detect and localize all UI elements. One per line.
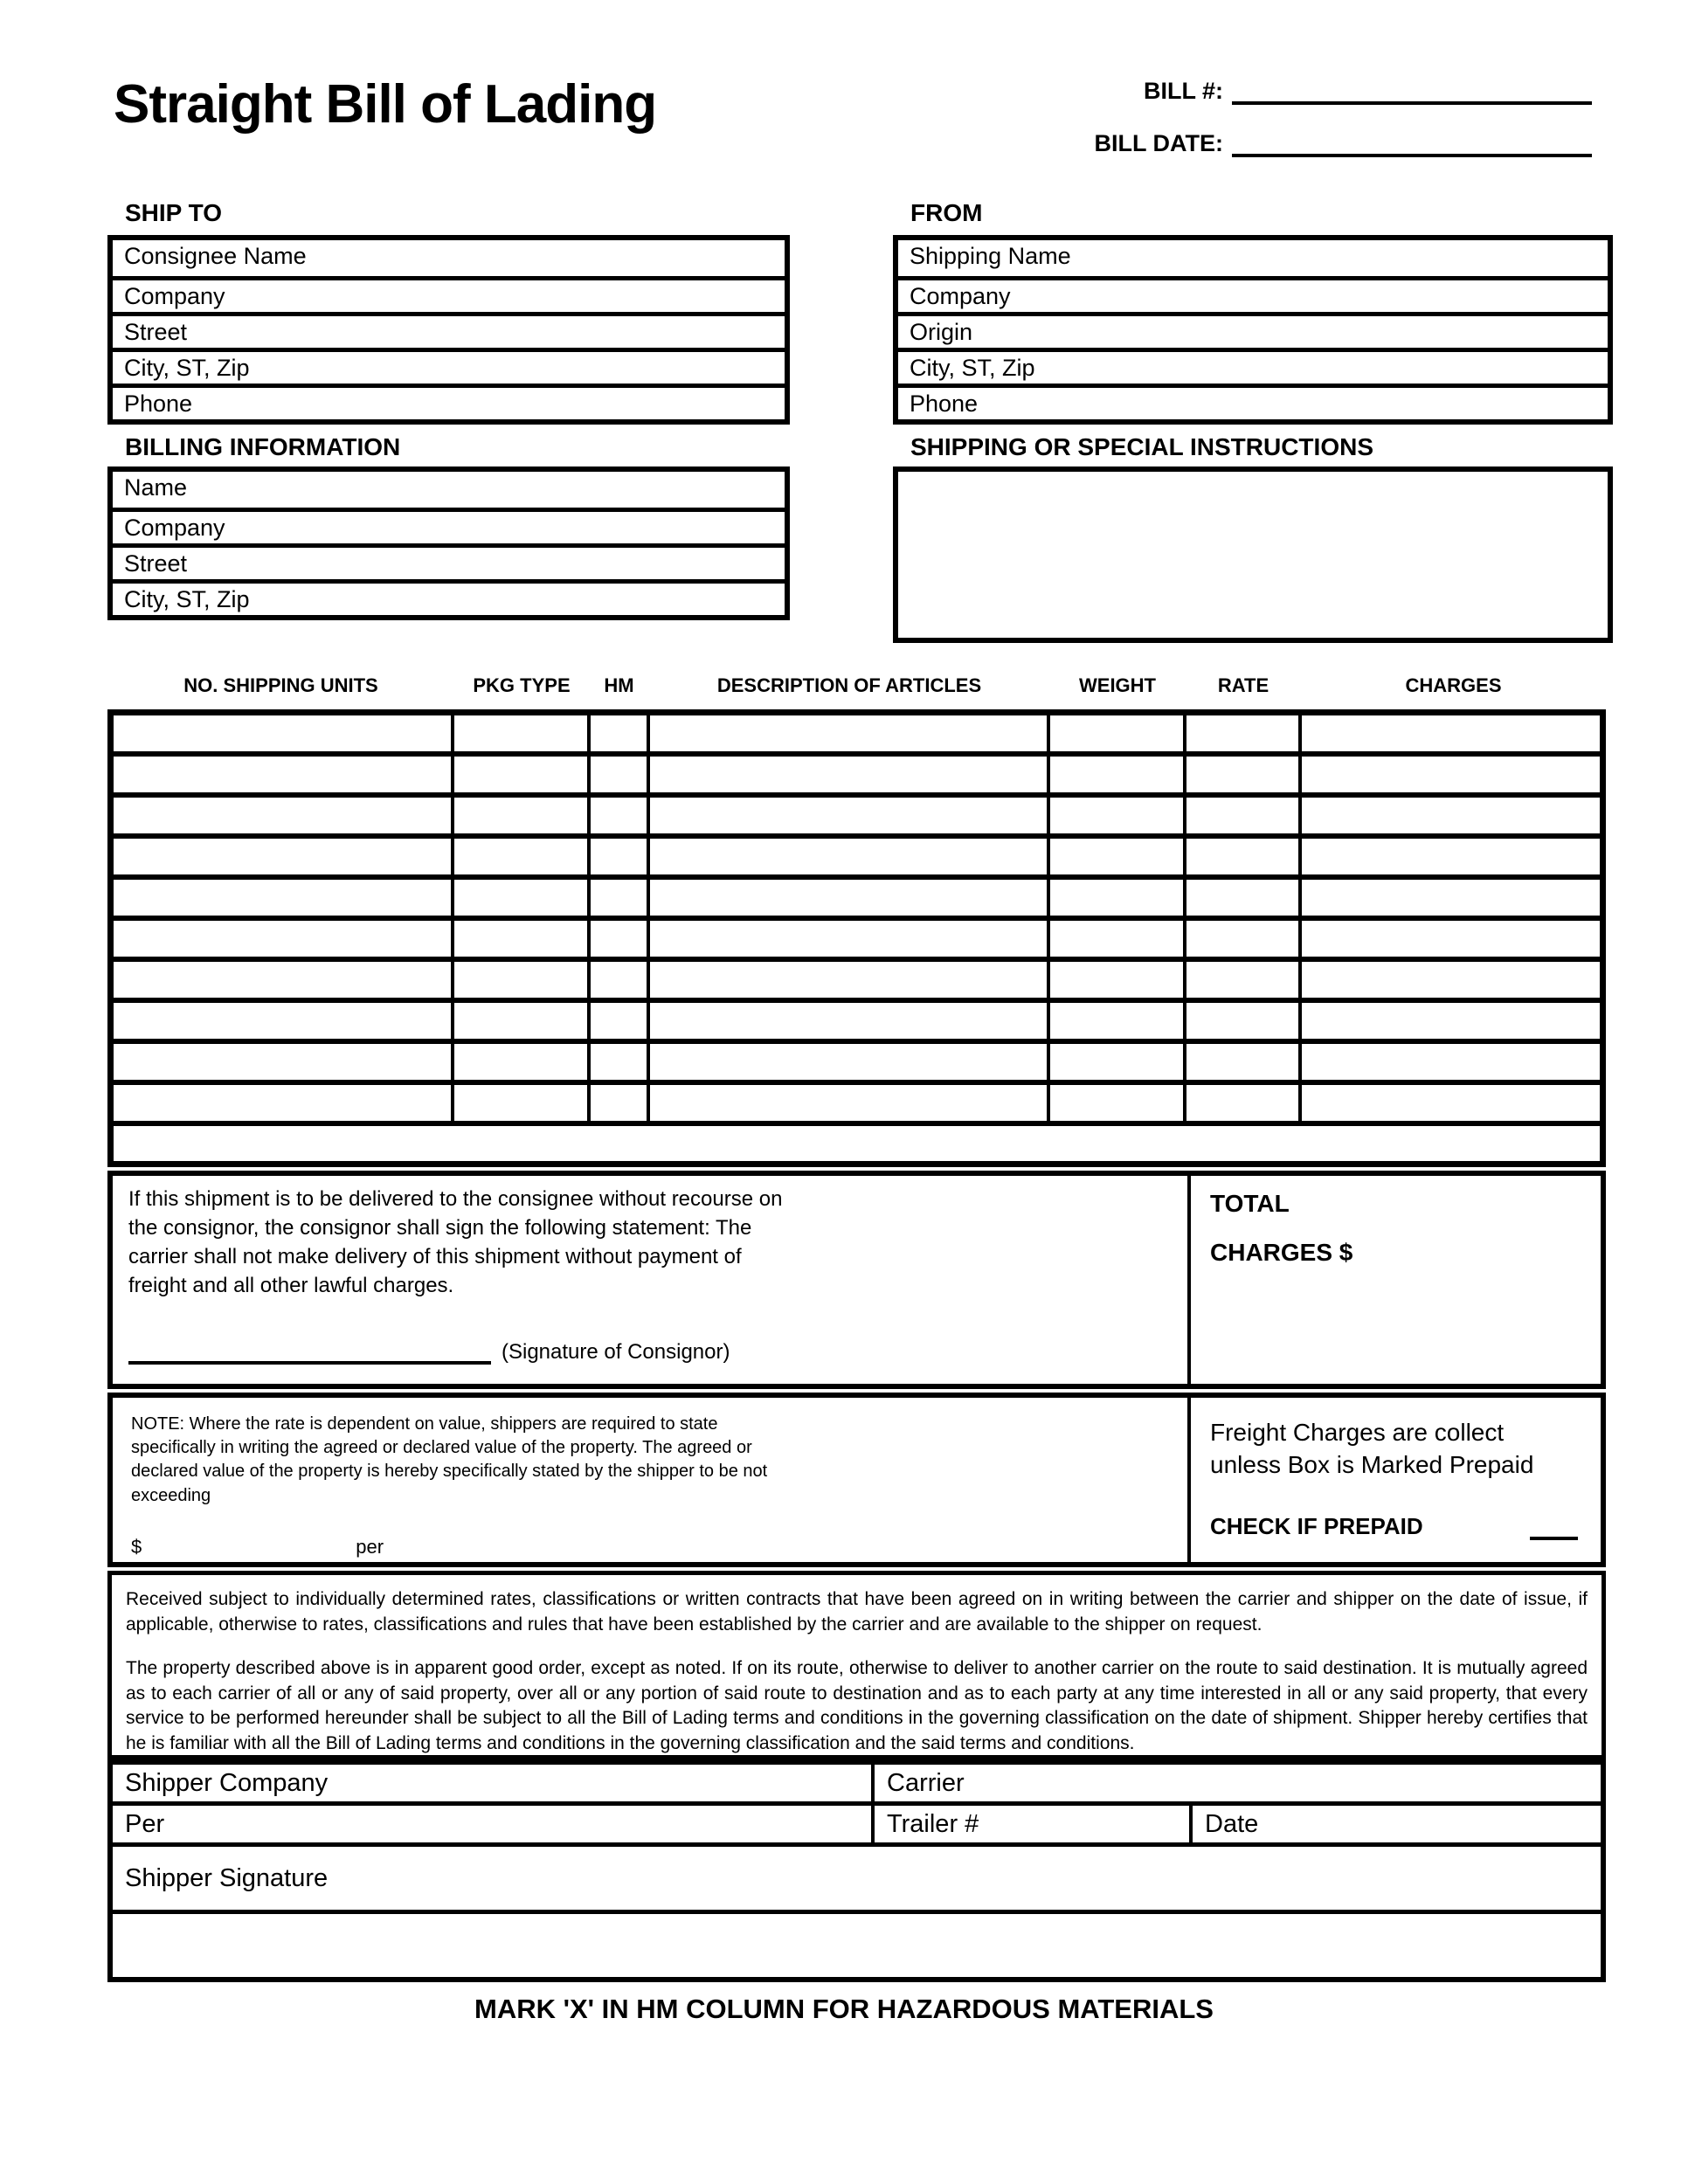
total-charges-label-line1: TOTAL [1210,1190,1290,1217]
item-cell-r9-c2[interactable] [454,1044,591,1080]
valuation-note: NOTE: Where the rate is dependent on value, shippers are required to state specifically in writing the agreed or declared value of the property. The agreed or declared value of the property is hereby specifically stated by the shipper to be not exceeding [131,1414,768,1505]
col-header-rate: RATE [1217,674,1269,696]
item-cell-r8-c3[interactable] [591,1003,650,1039]
terms-paragraph-2: The property described above is in apparent good order, except as noted. If on its route, otherwise to deliver to another carrier on the route to said destination. It is mutually agreed as to each carrier of all or any of said property, over all or any portion of said route to destination and as to each party at any time interested in all or any said property, that every service to be performed hereunder shall be subject to all the Bill of Lading terms and conditions in the governing classification on the date of shipment. Shipper hereby certifies that he is familiar with all the Bill of Lading terms and conditions in the governing classification and the said terms and conditions. [126,1658,1588,1753]
item-cell-r8-c1[interactable] [114,1003,454,1039]
field-label: Street [124,319,188,345]
field-label: Shipper Company [125,1769,329,1797]
item-cell-r2-c2[interactable] [454,757,591,792]
item-cell-r4-c1[interactable] [114,839,454,874]
item-cell-r6-c6[interactable] [1186,921,1302,957]
item-cell-r4-c4[interactable] [650,839,1050,874]
item-cell-r8-c6[interactable] [1186,1003,1302,1039]
field-label: City, ST, Zip [910,355,1035,381]
item-cell-r9-c7[interactable] [1302,1044,1600,1080]
check-if-prepaid-row [1210,1513,1578,1540]
ship-to-company-field[interactable] [113,276,785,312]
ship-to-street-field[interactable] [113,312,785,348]
item-cell-r10-c3[interactable] [591,1085,650,1121]
item-cell-r6-c3[interactable] [591,921,650,957]
item-cell-r3-c1[interactable] [114,798,454,833]
per-field[interactable] [113,1806,875,1842]
bill-date-fill-line[interactable] [1232,128,1592,157]
item-cell-r4-c6[interactable] [1186,839,1302,874]
consignor-section [107,1171,1606,1389]
item-cell-r8-c4[interactable] [650,1003,1050,1039]
item-cell-r7-c3[interactable] [591,962,650,998]
item-cell-r3-c2[interactable] [454,798,591,833]
per-trailer-date-row [113,1806,1601,1847]
item-cell-r1-c7[interactable] [1302,715,1600,751]
item-cell-r2-c5[interactable] [1050,757,1186,792]
item-cell-r8-c7[interactable] [1302,1003,1600,1039]
check-if-prepaid-label: CHECK IF PREPAID [1210,1512,1423,1539]
total-charges-label-line2: CHARGES $ [1210,1239,1353,1266]
from-heading: FROM [910,199,983,226]
item-cell-r8-c5[interactable] [1050,1003,1186,1039]
item-cell-r5-c2[interactable] [454,880,591,916]
items-row-8 [114,1003,1600,1044]
items-row-5 [114,880,1600,921]
field-label: Phone [910,390,979,417]
item-cell-r6-c5[interactable] [1050,921,1186,957]
item-cell-r9-c4[interactable] [650,1044,1050,1080]
item-cell-r2-c4[interactable] [650,757,1050,792]
terms-paragraph-1: Received subject to individually determined rates, classifications or written contracts that have been agreed on in writing between the carrier and shipper on the date of issue, if applicable, otherwise to rates, classifications and rules that have been established by the carrier and are available to the shipper on request. [126,1589,1588,1635]
terms-section [107,1571,1606,1759]
item-cell-r1-c4[interactable] [650,715,1050,751]
shipper-company-field[interactable] [113,1765,875,1801]
items-full-width-row[interactable] [114,1126,1600,1161]
field-label: Phone [124,390,193,417]
field-label: Trailer # [887,1810,979,1838]
item-cell-r6-c2[interactable] [454,921,591,957]
item-cell-r10-c6[interactable] [1186,1085,1302,1121]
col-header-weight: WEIGHT [1079,674,1156,696]
billing-box [107,467,790,620]
valuation-note-cell [113,1398,1191,1562]
shipper-carrier-row [113,1765,1601,1806]
bill-number-fill-line[interactable] [1232,75,1592,105]
from-shipping-name-field[interactable] [898,240,1608,276]
item-cell-r6-c1[interactable] [114,921,454,957]
consignor-signature-row [128,1340,1173,1365]
item-cell-r2-c1[interactable] [114,757,454,792]
item-cell-r5-c7[interactable] [1302,880,1600,916]
from-phone-field[interactable] [898,384,1608,419]
item-cell-r7-c7[interactable] [1302,962,1600,998]
item-cell-r7-c1[interactable] [114,962,454,998]
item-cell-r6-c4[interactable] [650,921,1050,957]
valuation-section [107,1393,1606,1567]
item-cell-r1-c1[interactable] [114,715,454,751]
billing-name-field[interactable] [113,472,785,508]
field-label: Shipper Signature [125,1864,329,1892]
item-cell-r9-c5[interactable] [1050,1044,1186,1080]
field-label: Date [1205,1810,1259,1838]
bill-number-label: BILL #: [1143,78,1223,104]
ship-to-box [107,235,790,425]
blank-row[interactable] [113,1914,1601,1977]
item-cell-r10-c1[interactable] [114,1085,454,1121]
from-company-field[interactable] [898,276,1608,312]
item-cell-r4-c5[interactable] [1050,839,1186,874]
col-header-shipping-units: NO. SHIPPING UNITS [183,674,378,696]
page-title: Straight Bill of Lading [114,74,657,135]
signature-block [107,1759,1606,1982]
declared-value-row[interactable] [131,1536,1187,1559]
total-charges-cell[interactable] [1191,1176,1601,1384]
item-cell-r7-c5[interactable] [1050,962,1186,998]
item-cell-r5-c1[interactable] [114,880,454,916]
trailer-number-field[interactable] [875,1806,1193,1842]
item-cell-r10-c2[interactable] [454,1085,591,1121]
col-header-charges: CHARGES [1405,674,1502,696]
bill-date-row [1090,128,1592,157]
items-row-2 [114,757,1600,798]
consignor-signature-line[interactable] [128,1340,491,1365]
item-cell-r2-c6[interactable] [1186,757,1302,792]
bill-header [1090,75,1592,180]
freight-charges-cell [1191,1398,1601,1562]
item-cell-r5-c4[interactable] [650,880,1050,916]
special-instructions-box[interactable] [893,467,1613,643]
billing-company-field[interactable] [113,508,785,543]
item-cell-r4-c3[interactable] [591,839,650,874]
field-label: Company [124,515,225,541]
field-label: Shipping Name [910,243,1071,269]
ship-to-city-st-zip-field[interactable] [113,348,785,384]
field-label: Company [124,283,225,309]
bill-date-label: BILL DATE: [1094,130,1223,156]
field-label: Carrier [887,1769,965,1797]
from-origin-field[interactable] [898,312,1608,348]
date-field[interactable] [1193,1806,1601,1842]
ship-to-consignee-name-field[interactable] [113,240,785,276]
consignor-statement: If this shipment is to be delivered to the consignee without recourse on the consignor, the consignor shall sign the following statement: The carrier shall not make delivery of this shipment without payment of freight and all other lawful charges. [128,1187,783,1298]
left-column [107,199,790,620]
item-cell-r10-c7[interactable] [1302,1085,1600,1121]
carrier-field[interactable] [875,1765,1601,1801]
consignor-statement-cell [113,1176,1191,1384]
items-row-4 [114,839,1600,880]
item-cell-r9-c6[interactable] [1186,1044,1302,1080]
item-cell-r7-c6[interactable] [1186,962,1302,998]
item-cell-r7-c2[interactable] [454,962,591,998]
item-cell-r4-c2[interactable] [454,839,591,874]
billing-heading: BILLING INFORMATION [125,433,401,460]
billing-city-st-zip-field[interactable] [113,579,785,615]
items-table [107,709,1606,1167]
item-cell-r5-c5[interactable] [1050,880,1186,916]
item-cell-r5-c6[interactable] [1186,880,1302,916]
field-label: Name [124,474,188,501]
item-cell-r1-c6[interactable] [1186,715,1302,751]
field-label: City, ST, Zip [124,355,250,381]
per-label: per [356,1535,384,1558]
col-header-pkg-type: PKG TYPE [473,674,571,696]
item-cell-r10-c4[interactable] [650,1085,1050,1121]
item-cell-r3-c3[interactable] [591,798,650,833]
hazmat-footer-note: MARK 'X' IN HM COLUMN FOR HAZARDOUS MATERIALS [474,1994,1214,2024]
item-cell-r2-c3[interactable] [591,757,650,792]
item-cell-r7-c4[interactable] [650,962,1050,998]
bill-number-row [1090,75,1592,105]
item-cell-r9-c1[interactable] [114,1044,454,1080]
field-label: Street [124,550,188,577]
col-header-hm: HM [604,674,634,696]
consignor-signature-caption: (Signature of Consignor) [502,1340,730,1364]
items-row-7 [114,962,1600,1003]
dollar-sign-label: $ [131,1535,142,1558]
item-cell-r1-c3[interactable] [591,715,650,751]
items-row-3 [114,798,1600,839]
item-cell-r2-c7[interactable] [1302,757,1600,792]
from-box [893,235,1613,425]
col-header-description: DESCRIPTION OF ARTICLES [716,674,982,696]
items-row-1 [114,715,1600,757]
items-row-6 [114,921,1600,962]
field-label: City, ST, Zip [124,586,250,612]
field-label: Per [125,1810,165,1838]
item-cell-r6-c7[interactable] [1302,921,1600,957]
item-cell-r3-c6[interactable] [1186,798,1302,833]
items-table-header [107,674,1606,697]
billing-street-field[interactable] [113,543,785,579]
item-cell-r10-c5[interactable] [1050,1085,1186,1121]
item-cell-r9-c3[interactable] [591,1044,650,1080]
field-label: Consignee Name [124,243,307,269]
item-cell-r1-c5[interactable] [1050,715,1186,751]
instructions-heading: SHIPPING OR SPECIAL INSTRUCTIONS [910,433,1373,460]
item-cell-r1-c2[interactable] [454,715,591,751]
item-cell-r4-c7[interactable] [1302,839,1600,874]
item-cell-r3-c7[interactable] [1302,798,1600,833]
shipper-signature-row [113,1847,1601,1914]
ship-to-phone-field[interactable] [113,384,785,419]
right-column [893,199,1613,643]
field-label: Origin [910,319,973,345]
freight-collect-notice: Freight Charges are collect unless Box is Marked Prepaid [1210,1419,1534,1478]
ship-to-heading: SHIP TO [125,199,223,226]
item-cell-r8-c2[interactable] [454,1003,591,1039]
prepaid-check-line[interactable] [1530,1519,1578,1540]
from-city-st-zip-field[interactable] [898,348,1608,384]
item-cell-r3-c4[interactable] [650,798,1050,833]
item-cell-r5-c3[interactable] [591,880,650,916]
item-cell-r3-c5[interactable] [1050,798,1186,833]
shipper-signature-field[interactable] [113,1847,1601,1910]
items-row-9 [114,1044,1600,1085]
items-row-10 [114,1085,1600,1126]
field-label: Company [910,283,1011,309]
